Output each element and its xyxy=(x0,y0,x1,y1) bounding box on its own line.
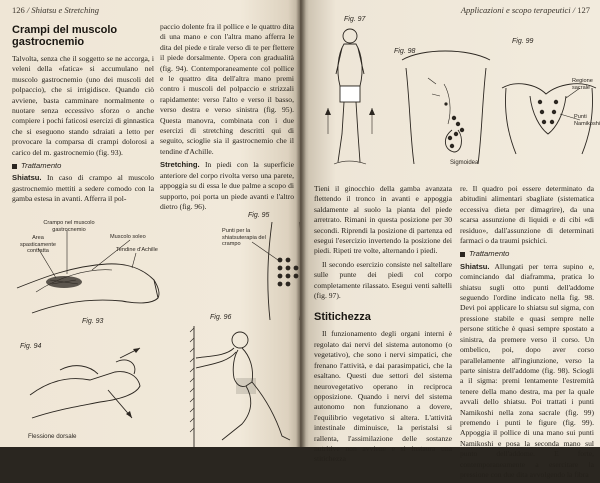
paragraph: Il funzionamento degli organi interni è regolato dai nervi del sistema autonomo (o vegetativo), che sono i nervi simpatici, che frenano l'attività, e dai parasimpatici, che la esaltano. Questi due settori del sistema neurovegetativo operano in reciproca opposizione. Quando i nervi del sistema autonomo non funzionano a dovere, l'equilibrio vegetativo si altera. L'attività intestinale diminuisce, la peristalsi si rallenta, l'assimilazione delle sostanze nutritive non avviene e si instaura una stitichezza xyxy=(314,329,452,464)
right-col2-body xyxy=(460,184,594,480)
paragraph: Tieni il ginocchio della gamba avanzata flettendo il tronco in avanti e appoggia saldamente al suolo la pianta del piede arretrato. Rimani in questa posizione per 30 secondi. Riprendi la posizione di partenza ed esegui l'esercizio invertendo la posizione dei piedi. Ripeti tre volte, alternando i piedi. xyxy=(314,184,452,256)
section-title-crampi: Crampi del muscolo gastrocnemio xyxy=(12,24,118,48)
figure-94 xyxy=(20,340,150,445)
foot-flex-illustration xyxy=(20,340,150,432)
figure-98 xyxy=(392,34,498,174)
subheading-trattamento: Trattamento xyxy=(460,249,594,259)
right-header-title: Applicazioni e scopo terapeutici xyxy=(460,5,571,15)
right-column-1 xyxy=(314,184,452,468)
fig93-label: Fig. 93 xyxy=(82,318,104,325)
paragraph: re. Il quadro poi essere determinato da abitudini alimentari sbagliate (sistematica eccessiva dieta per dimagrire), da una scarsa assunzione di liquidi e di cibi «di residuo», dall'assunzione di determinati farmaci o da traumi psichici. xyxy=(460,184,594,246)
paragraph-shiatsu: Shiatsu. In caso di crampo al muscolo gastrocnemio mettiti a sedere comodo con la gamba estesa in avanti. Afferra il pol- xyxy=(12,173,155,204)
fig96-label: Fig. 96 xyxy=(210,314,232,321)
fig98-label: Fig. 98 xyxy=(394,48,416,55)
book-gutter xyxy=(296,0,306,447)
right-col1-body-2 xyxy=(314,329,452,464)
left-column-2 xyxy=(160,22,294,215)
wall-stretch-illustration xyxy=(182,312,297,447)
paragraph: paccio dolente fra il pollice e le quattro dita di una mano e con l'altra mano afferra le dita del piede e tirale verso di te per flettere il piede dorsalmente. Opera con gradualità (fig. 94). Contemporaneamente col pollice e le quattro dita dell'altra mano premi contro i muscoli del polpaccio e strizzali rapidamente: verso l'alto e verso il basso, verso destra e verso sinistra (fig. 95). Questa manovra, combinata con i due esercizi di stretching descritti qui di seguito, scioglie sia il gastrocnemio che il tendine d'Achille. xyxy=(160,22,294,156)
fig94-label: Fig. 94 xyxy=(20,343,42,350)
callout-flessione: Flessione dorsale xyxy=(28,433,77,440)
abdomen-points-illustration xyxy=(392,34,498,174)
fig95-label: Fig. 95 xyxy=(248,212,270,219)
jumping-figure-illustration xyxy=(314,14,386,174)
callout-area: Area spasticamente contratta xyxy=(19,235,57,254)
fig99-label: Fig. 99 xyxy=(512,38,534,45)
figure-96 xyxy=(182,312,297,447)
right-column-2 xyxy=(460,184,594,483)
figure-99 xyxy=(496,34,600,174)
paragraph-stretching: Stretching. In piedi con la superficie anteriore del corpo rivolta verso una parete, appoggia su di essa le due palme a scopo di supporto, poi porta un piede avanti e l'altro dietro (fig. 96). xyxy=(160,160,294,211)
right-page-number: 127 xyxy=(577,5,590,15)
callout-punti-namikoshi: Punti Namikoshi xyxy=(574,114,600,127)
left-page-number: 126 xyxy=(12,5,25,15)
callout-sigmoidea: Sigmoidea xyxy=(450,160,479,166)
sacral-points-illustration xyxy=(496,34,600,174)
callout-regione-sacrale: Regione sacrale xyxy=(572,78,593,91)
shiatsu-label: Shiatsu. xyxy=(12,173,42,183)
left-header-title: Shiatsu e Stretching xyxy=(31,5,100,15)
figure-93 xyxy=(12,218,162,338)
section-title-stitichezza: Stitichezza xyxy=(314,311,371,324)
right-col1-body xyxy=(314,184,452,301)
right-running-head: Applicazioni e scopo terapeutici / 127 xyxy=(460,5,590,15)
left-col2-body xyxy=(160,22,294,212)
callout-tendine: Tendine d'Achille xyxy=(116,247,158,253)
paragraph-shiatsu: Shiatsu. Allungati per terra supino e, cominciando dal diaframma, pratica lo shiatsu sugli otto punti dell'addome seguendo l'ordine indicato nella fig. 98. Devi poi applicare lo shiatsu sul sigma, con pressione stabile e quasi sempre nelle persone stitiche è quasi sempre spostato a sinistra, da premere verso il corso. Un ombelico, poi, dopo aver corso parallelamente all'ingiunzione, verso la parte sinistra dell'addome (fig. 98). Sciogli a il sigma: premi lentamente l'estremità tenere della mano destra, ma per la quale avvali dello shiatsu. Poi trattati i punti Namikoshi nella zona sacrale (fig. 99) premendo i punti le figure (fig. 99). Appoggia il pollice di una mano sui punti Namikoshi e posa la seconda mano sul punto dell'addome. E forte, contemporaneamente a esercitare la pressione con due dita avvolgendo la fibra xyxy=(460,261,595,479)
calf-points-illustration xyxy=(222,212,300,322)
callout-soleo: Muscolo soleo xyxy=(110,234,146,240)
bullet-square-icon xyxy=(12,164,17,169)
bullet-square-icon xyxy=(460,252,465,257)
shiatsu-label: Shiatsu. xyxy=(460,261,490,271)
subheading-trattamento: Trattamento xyxy=(12,161,154,171)
stretching-label: Stretching. xyxy=(160,160,200,170)
paragraph: Talvolta, senza che il soggetto se ne accorga, i veleni della «fatica» si accumulano nel muscolo gastrocnemio (uno dei muscoli del polpaccio), che si irrigidisce. Quando ciò avviene, basta camminare normalmente o nuotare senza eccessivo sforzo o anche compiere i pochi faticosi esercizi di ginnastica che si eseguono stando sdraiati a letto per provocare la comparsa di crampi dolorosi a carico del m. gastrocnemio (fig. 93). xyxy=(12,54,154,157)
figure-97 xyxy=(314,14,386,174)
callout-punti: Punti per la shiatsuterapia del crampo xyxy=(222,228,266,247)
left-column-1 xyxy=(12,24,154,208)
right-page xyxy=(300,0,600,479)
callout-crampo: Crampo nel muscolo gastrocnemio xyxy=(43,220,95,233)
paragraph: Il secondo esercizio consiste nel saltellare sulle punte dei piedi col corpo completamente rilassato. Esegui venti saltelli (fig. 97). xyxy=(314,259,452,301)
left-col1-body xyxy=(12,54,154,205)
left-running-head: 126 / Shiatsu e Stretching xyxy=(12,5,100,15)
left-page xyxy=(0,0,300,447)
fig97-label: Fig. 97 xyxy=(344,16,366,23)
figure-95 xyxy=(222,212,300,322)
